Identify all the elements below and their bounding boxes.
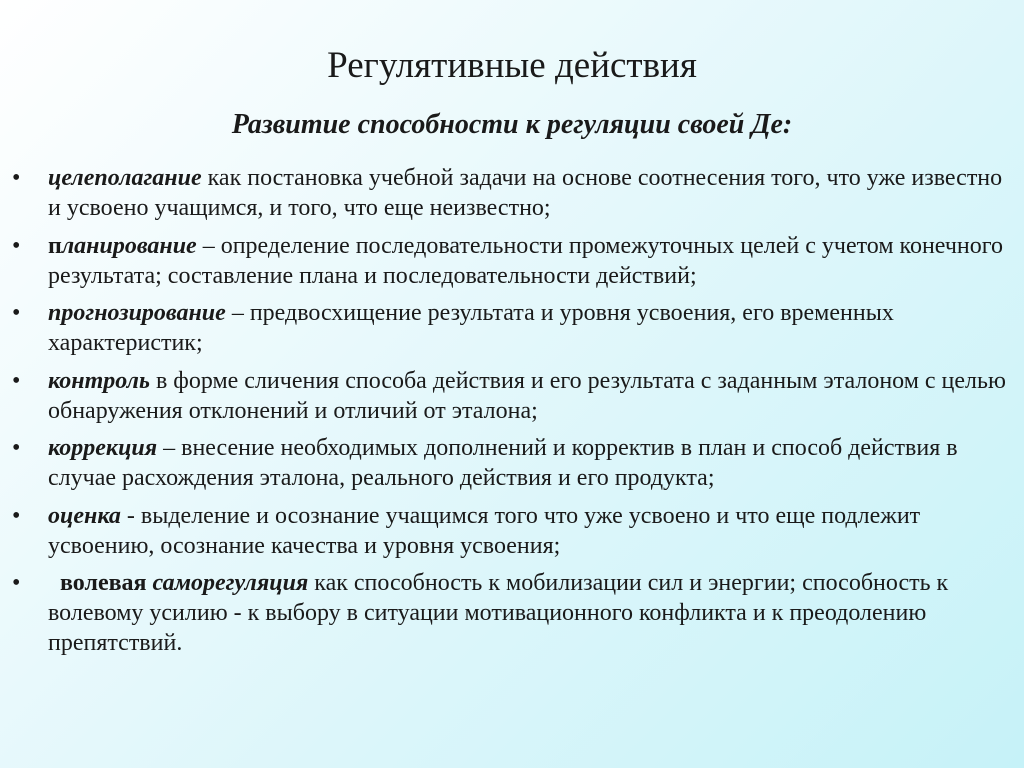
item-text: – внесение необходимых дополнений и корректив в план и способ действия в случае расхождения эталона, реального действия и его продукта;	[48, 435, 958, 491]
bullet-icon: •	[12, 300, 21, 326]
bullet-icon: •	[12, 502, 21, 529]
list-item-goal-setting	[12, 163, 1012, 223]
term: целеполагание	[48, 165, 202, 191]
term: контроль	[48, 367, 150, 394]
bullet-icon: •	[12, 367, 21, 394]
term: коррекция	[48, 435, 158, 461]
term-lead: п	[48, 232, 62, 259]
list-item-assessment	[12, 501, 1012, 561]
slide-subtitle: Развитие способности к регуляции своей Де:	[231, 109, 793, 140]
bullet-icon: •	[12, 570, 21, 596]
bullet-icon: •	[12, 435, 21, 461]
bullet-list	[12, 163, 1012, 666]
item-text: - выделение и осознание учащимся того что уже усвоено и что еще подлежит усвоению, осознание качества и уровня усвоения;	[48, 502, 921, 559]
list-item-forecasting	[12, 298, 1012, 358]
item-text: – определение последовательности промежуточных целей с учетом конечного результата; составление плана и последовательности действий;	[48, 232, 1004, 289]
term-lead: волевая	[48, 570, 153, 596]
item-text: как способность к мобилизации сил и энергии; способность к волевому усилию - к выбору в ситуации мотивационного конфликта и к преодолению препятствий.	[48, 570, 949, 656]
item-text: – предвосхищение результата и уровня усвоения, его временных характеристик;	[48, 300, 894, 356]
list-item-self-regulation	[12, 568, 1012, 658]
slide-title: Регулятивные действия	[327, 45, 697, 86]
list-item-correction	[12, 433, 1012, 493]
item-text: как постановка учебной задачи на основе соотнесения того, что уже известно и усвоено учащимся, и того, что еще неизвестно;	[48, 165, 1003, 221]
bullet-icon: •	[12, 165, 21, 191]
bullet-icon: •	[12, 232, 21, 259]
term: оценка	[48, 502, 121, 529]
term: ланирование	[61, 232, 197, 259]
term: саморегуляция	[152, 570, 309, 596]
term: прогнозирование	[48, 300, 226, 326]
list-item-planning	[12, 231, 1012, 291]
item-text: в форме сличения способа действия и его результата с заданным эталоном с целью обнаружения отклонений и отличий от эталона;	[48, 367, 1006, 424]
list-item-control	[12, 366, 1012, 426]
